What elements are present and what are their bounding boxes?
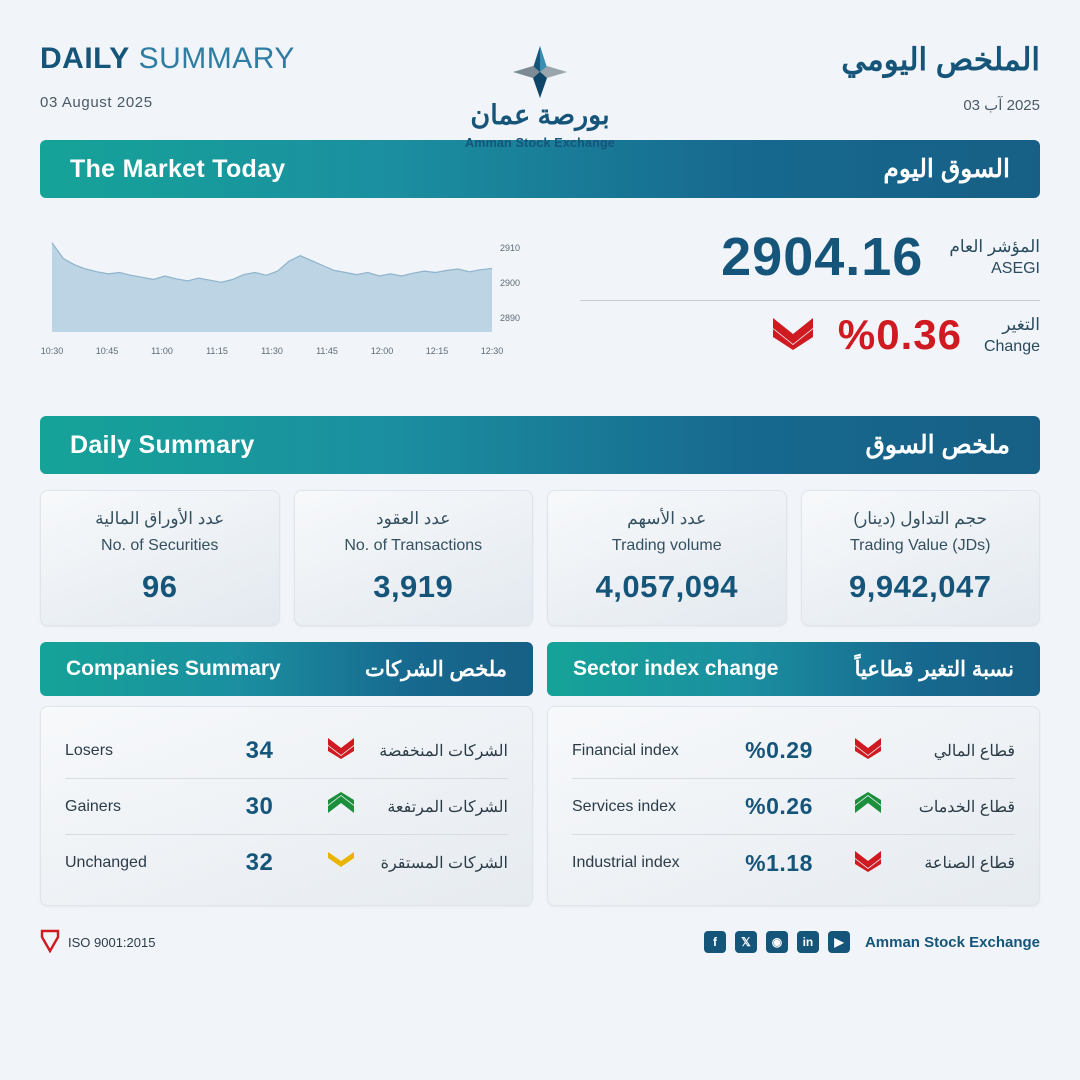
- svg-text:11:45: 11:45: [316, 346, 338, 356]
- arrow-down-icon: [319, 736, 363, 765]
- companies-summary-body: [40, 706, 533, 906]
- daily-summary-band: [40, 416, 1040, 474]
- stat-label-ar: عدد العقود: [376, 509, 451, 528]
- stat-label-ar: حجم التداول (دينار): [853, 509, 988, 528]
- svg-text:11:30: 11:30: [261, 346, 283, 356]
- row-label-en: Industrial index: [572, 854, 680, 871]
- stat-card: [547, 490, 787, 626]
- social-links: [704, 931, 1040, 953]
- stat-label-en: No. of Securities: [101, 537, 219, 554]
- svg-text:10:45: 10:45: [95, 346, 119, 356]
- row-label-ar: الشركات المنخفضة: [379, 742, 508, 760]
- linkedin-icon[interactable]: in: [797, 931, 819, 953]
- row-value: 30: [245, 792, 274, 820]
- summary-stats: [40, 490, 1040, 626]
- header-date-ar: 2025 آب 03: [963, 97, 1040, 114]
- stat-label-en: Trading Value (JDs): [850, 537, 991, 554]
- stat-card: [294, 490, 534, 626]
- page-footer: [40, 922, 1040, 962]
- table-row: [572, 723, 1015, 779]
- index-change-row: [580, 311, 1040, 359]
- arrow-up-icon: [319, 792, 363, 821]
- svg-text:12:00: 12:00: [370, 346, 394, 356]
- svg-text:2900: 2900: [500, 278, 521, 288]
- iso-label: ISO 9001:2015: [68, 934, 156, 950]
- index-label-ar: المؤشر العام: [949, 236, 1040, 256]
- table-row: [572, 835, 1015, 891]
- row-label-ar: قطاع الصناعة: [924, 855, 1015, 872]
- index-value: 2904.16: [721, 227, 924, 287]
- table-row: [65, 835, 508, 891]
- row-label-en: Financial index: [572, 741, 679, 759]
- stat-value: 3,919: [373, 569, 454, 604]
- header-right: [710, 42, 1040, 114]
- logo-name-ar: بورصة عمان: [470, 100, 610, 130]
- page-title: [40, 42, 370, 76]
- svg-text:2910: 2910: [500, 243, 521, 253]
- arrow-down-icon: [846, 849, 890, 878]
- row-label-en: Gainers: [65, 797, 122, 815]
- index-chart: [40, 212, 560, 410]
- table-row: [65, 723, 508, 779]
- divider: [580, 300, 1040, 301]
- row-label-ar: الشركات المرتفعة: [387, 798, 508, 816]
- logo-name-en: Amman Stock Exchange: [465, 136, 615, 150]
- detail-panels: [40, 642, 1040, 906]
- market-today-section: [40, 198, 1040, 416]
- index-figures: [560, 212, 1040, 410]
- table-row: [572, 779, 1015, 835]
- daily-summary-band-en: Daily Summary: [70, 430, 255, 459]
- row-value: 32: [245, 849, 274, 876]
- sector-index-body: [547, 706, 1040, 906]
- arrow-up-icon: [846, 792, 890, 821]
- svg-text:10:30: 10:30: [40, 346, 64, 356]
- stat-value: 9,942,047: [849, 569, 992, 604]
- table-row: [65, 779, 508, 835]
- market-today-band-en: The Market Today: [70, 154, 286, 183]
- change-label-en: Change: [983, 337, 1040, 355]
- index-labels: [949, 237, 1040, 278]
- header-date-en: 03 August 2025: [40, 94, 153, 111]
- row-label-en: Losers: [65, 741, 114, 759]
- row-value: %0.26: [745, 793, 813, 819]
- svg-text:2890: 2890: [500, 313, 521, 323]
- change-labels: [984, 315, 1040, 356]
- companies-summary-band: [40, 642, 533, 696]
- ase-logo: [440, 42, 640, 150]
- footer-brand: Amman Stock Exchange: [864, 933, 1040, 951]
- stat-label-en: Trading volume: [611, 537, 722, 554]
- companies-summary-band-ar: ملخص الشركات: [364, 657, 507, 681]
- arrow-down-icon: [846, 736, 890, 765]
- stat-label-ar: عدد الأسهم: [627, 509, 707, 528]
- row-label-en: Services index: [572, 797, 677, 815]
- change-label-ar: التغير: [1002, 314, 1040, 334]
- index-chart-svg: [40, 212, 560, 402]
- youtube-icon[interactable]: ▶: [828, 931, 850, 953]
- row-label-ar: قطاع الخدمات: [918, 798, 1015, 816]
- row-value: %0.29: [745, 737, 813, 763]
- row-label-ar: قطاع المالي: [933, 742, 1015, 760]
- arrow-flat-icon: [319, 849, 363, 878]
- index-label-en: ASEGI: [991, 259, 1040, 277]
- svg-text:12:15: 12:15: [425, 346, 449, 356]
- row-value: %1.18: [745, 849, 813, 876]
- page-title-bold: DAILY: [40, 42, 130, 75]
- row-value: 34: [245, 736, 274, 764]
- market-today-band-ar: السوق اليوم: [883, 155, 1010, 183]
- page-title-light: SUMMARY: [129, 42, 295, 75]
- index-change-value: %0.36: [837, 311, 962, 358]
- change-down-icon: [770, 315, 816, 355]
- sector-index-panel: [547, 642, 1040, 906]
- page-header: [40, 0, 1040, 150]
- iso-badge: [40, 929, 155, 956]
- row-label-ar: الشركات المستقرة: [380, 855, 508, 872]
- stat-value: 96: [142, 569, 178, 604]
- check-icon: [40, 929, 60, 956]
- stat-card: [40, 490, 280, 626]
- logo-star-icon: [440, 46, 640, 98]
- row-label-en: Unchanged: [65, 854, 147, 871]
- stat-label-en: No. of Transactions: [344, 537, 483, 554]
- x-icon[interactable]: 𝕏: [735, 931, 757, 953]
- index-value-row: [580, 226, 1040, 288]
- sector-index-band: [547, 642, 1040, 696]
- header-left: [40, 42, 370, 111]
- page-title-ar: الملخص اليومي: [841, 42, 1040, 77]
- companies-summary-band-en: Companies Summary: [66, 657, 281, 680]
- facebook-icon[interactable]: f: [704, 931, 726, 953]
- stat-value: 4,057,094: [595, 569, 738, 604]
- stat-card: [801, 490, 1041, 626]
- sector-index-band-ar: نسبة التغير قطاعياً: [854, 657, 1014, 681]
- daily-summary-band-ar: ملخص السوق: [865, 431, 1010, 459]
- companies-summary-panel: [40, 642, 533, 906]
- svg-text:12:30: 12:30: [480, 346, 504, 356]
- svg-text:11:15: 11:15: [206, 346, 228, 356]
- stat-label-ar: عدد الأوراق المالية: [95, 509, 225, 528]
- svg-text:11:00: 11:00: [151, 346, 173, 356]
- instagram-icon[interactable]: ◉: [766, 931, 788, 953]
- sector-index-band-en: Sector index change: [573, 657, 779, 680]
